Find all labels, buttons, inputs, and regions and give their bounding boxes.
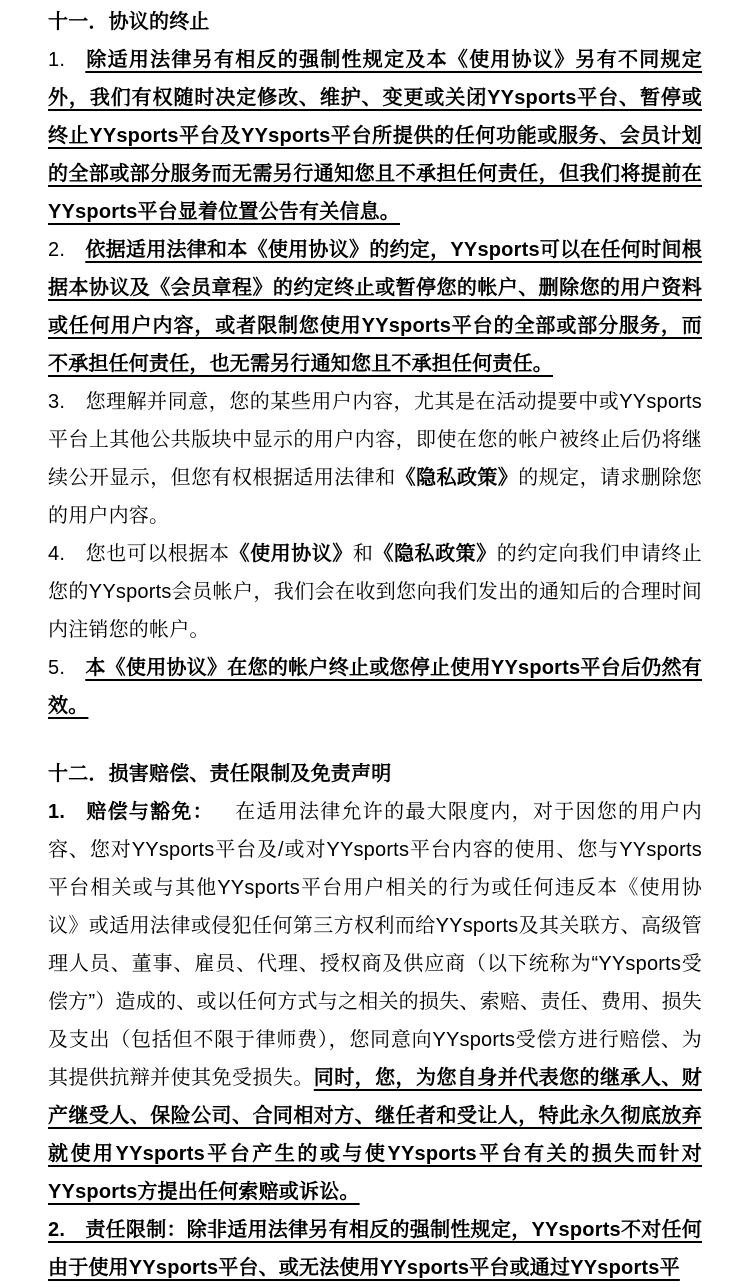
text-run-normal: 在适用法律允许的最大限度内，对于因您的用户内容、您对YYsports平台及/或对YYsports平台内容的使用、您与YYsports平台相关或与其他YYsports平台用户相关的行为或任何违反本《使用协议》或适用法律或侵犯任何第三方权利而给YYsports及其关联方、高级管理人员、董事、雇员、代理、授权商及供应商（以下统称为“YYsports受偿方”）造成的、或以任何方式与之相关的损失、索赔、责任、费用、损失及支出（包括但不限于律师费），您同意向YYsports受偿方进行赔偿、为其提供抗辩并使其免受损失。 [48, 801, 702, 1089]
text-run-bold: 十一．协议的终止 [48, 11, 210, 33]
s11-item-1 [48, 41, 702, 231]
section-12-title [48, 755, 702, 793]
s11-item-4 [48, 535, 702, 649]
text-run-normal: 的规定，请求删除您的用户内容。 [48, 467, 702, 527]
text-run-bold: 《隐私政策》 [373, 543, 497, 565]
text-run-normal: 4. 您也可以根据本 [48, 543, 230, 565]
s11-item-5 [48, 649, 702, 725]
text-run-bold: 1. 赔偿与豁免： [48, 801, 235, 823]
s11-item-2 [48, 231, 702, 383]
text-run-normal: 3. 您理解并同意，您的某些用户内容，尤其是在活动提要中或YYsports平台上其他公共版块中显示的用户内容，即使在您的帐户被终止后仍将继续公开显示，但您有权根据适用法律和 [48, 391, 702, 489]
text-run-normal: 的约定向我们申请终止您的YYsports会员帐户，我们会在收到您向我们发出的通知后的合理时间内注销您的帐户。 [48, 543, 703, 641]
text-run-bold: 《隐私政策》 [395, 467, 519, 489]
text-run-bold-underline: 2. 责任限制：除非适用法律另有相反的强制性规定，YYsports不对任何由于使用YYsports平台、或无法使用YYsports平台或通过YYsports平 [48, 1219, 702, 1279]
section-11-title [48, 3, 702, 41]
text-run-normal: 和 [352, 543, 374, 565]
text-run-normal: 2. [48, 239, 86, 261]
text-run-bold-underline: 同时，您，为您自身并代表您的继承人、财产继受人、保险公司、合同相对方、继任者和受让人，特此永久彻底放弃就使用YYsports平台产生的或与使YYsports平台有关的损失而针对YYsports方提出任何索赔或诉讼。 [48, 1067, 702, 1203]
text-run-bold-underline: 本《使用协议》在您的帐户终止或您停止使用YYsports平台后仍然有效。 [48, 657, 702, 717]
s11-item-3 [48, 383, 702, 535]
text-run-bold: 《使用协议》 [229, 543, 353, 565]
s12-item-2 [48, 1211, 702, 1287]
text-run-bold-underline: 除适用法律另有相反的强制性规定及本《使用协议》另有不同规定外，我们有权随时决定修改、维护、变更或关闭YYsports平台、暂停或终止YYsports平台及YYsports平台所提供的任何功能或服务、会员计划的全部或部分服务而无需另行通知您且不承担任何责任，但我们将提前在YYsports平台显着位置公告有关信息。 [48, 49, 702, 223]
text-run-normal: 1. [48, 49, 86, 71]
text-run-bold: 十二．损害赔偿、责任限制及免责声明 [48, 763, 392, 785]
text-run-bold-underline: 依据适用法律和本《使用协议》的约定，YYsports可以在任何时间根据本协议及《会员章程》的约定终止或暂停您的帐户、删除您的用户资料或任何用户内容，或者限制您使用YYsports平台的全部或部分服务，而不承担任何责任，也无需另行通知您且不承担任何责任。 [48, 239, 702, 375]
s12-item-1 [48, 793, 702, 1211]
text-run-normal: 5. [48, 657, 86, 679]
